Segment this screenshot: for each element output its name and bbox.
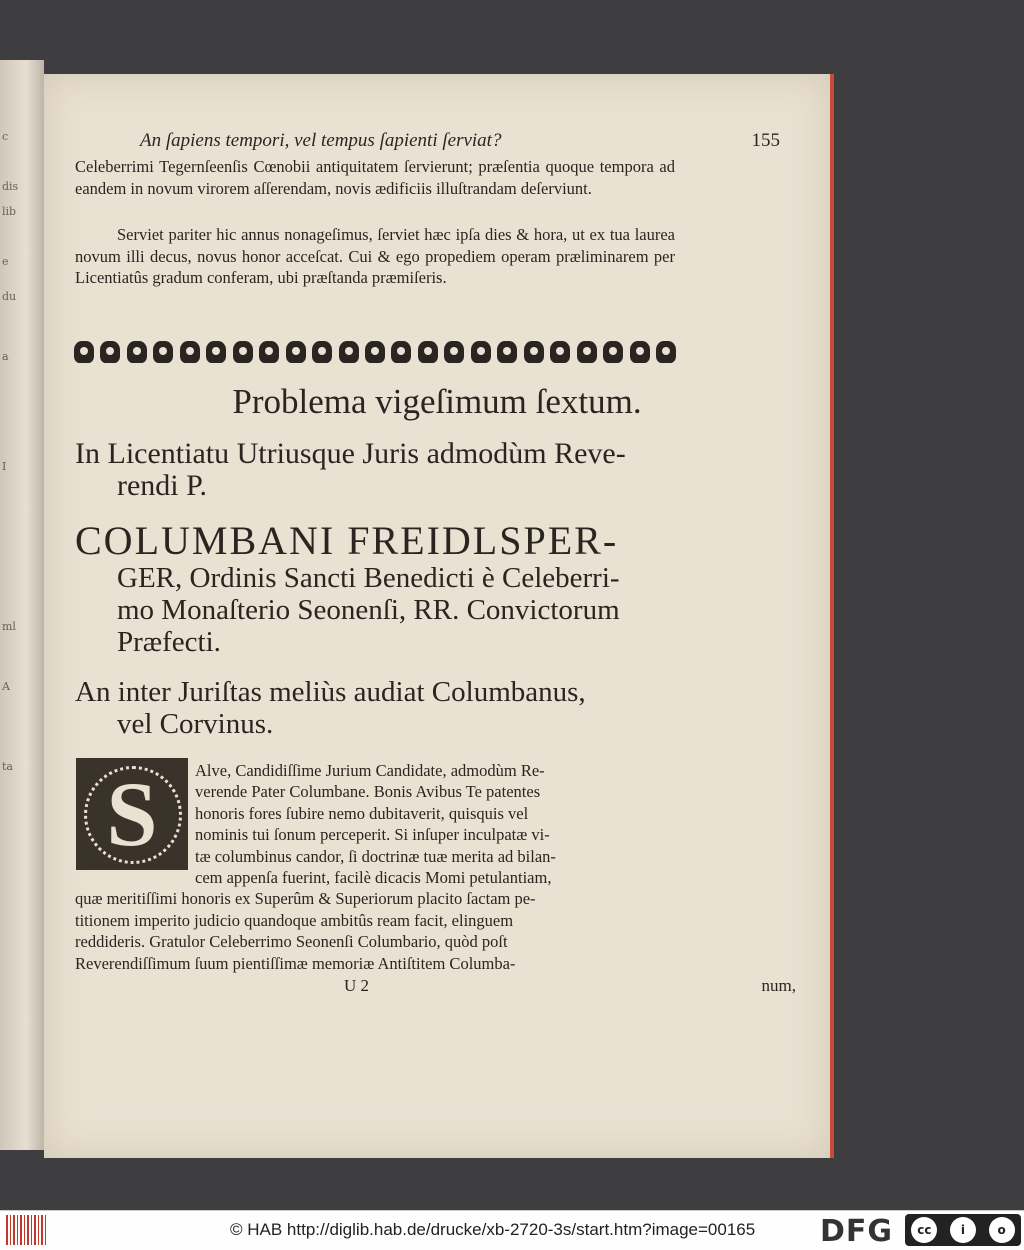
text-line: nominis tui ſonum perceperit. Si inſuper inculpatæ vi- [195,825,550,845]
decorated-initial [76,758,188,870]
catchword: num, [761,976,796,995]
running-head-text: An ſapiens tempori, vel tempus ſapienti ſerviat? [140,130,502,151]
subtitle [75,438,675,502]
name-block [75,520,685,658]
text-line: Alve, Candidiſſime Jurium Candidate, admodùm Re- [195,761,545,780]
text-line: Reverendiſſimum ſuum pientiſſimæ memoriæ Antiſtitem Columba- [75,953,516,973]
name-line: mo Monaſterio Seonenſi, RR. Convictorum [117,594,620,626]
name-line: COLUMBANI FREIDLSPER- [75,518,619,563]
question-line: vel Corvinus. [117,708,274,740]
text-line: cem appenſa fuerint, facilè dicacis Momi petulantiam, [195,868,552,888]
paragraph-2: Serviet pariter hic annus nonageſimus, ſerviet hæc ipſa dies & hora, ut ex tua laurea novum illi decus, novus honor acceſcat. Cui & ego propediem operam præliminarem per Licentiatûs gradum conferam, ubi præſtanda præmiſeris. [75,225,675,287]
margin-fragment: c [2,130,9,143]
margin-fragment: e [2,255,9,268]
text-line: verende Pater Columbane. Bonis Avibus Te patentes [195,782,541,802]
running-head [140,130,780,152]
sa-icon: o [989,1217,1015,1243]
dfg-logo[interactable]: DFG [820,1214,894,1249]
book-page [44,74,834,1158]
text-line: quæ meritiſſimi honoris ex Superûm & Superiorum placito ſactam pe- [75,889,536,909]
text-line: honoris fores ſubire nemo dubitaverit, quisquis vel [195,803,529,823]
page-number: 155 [751,130,780,151]
subtitle-line: In Licentiatu Utriusque Juris admodùm Reve- [75,437,626,470]
cc-license-badge[interactable] [905,1214,1021,1246]
name-line: Præfecti. [117,626,221,658]
text-line: tæ columbinus candor, ſi doctrinæ tuæ merita ad bilan- [195,846,556,866]
margin-fragment: a [2,350,9,363]
margin-fragment: A [2,680,10,693]
margin-fragment: I [2,460,7,473]
subtitle-line: rendi P. [117,469,207,502]
margin-fragment: dis [2,180,19,193]
viewer-footer [0,1210,1024,1250]
margin-fragment: ml [2,620,16,633]
question-line: An inter Juriſtas meliùs audiat Columbanus, [75,676,586,708]
paragraph-1: Celeberrimi Tegernſeenſis Cœnobii antiquitatem ſervierunt; præſentia quoque tempora ad eandem in novum virorem aſſerendam, novis ædificiis illuſtrandam deſerviunt. [75,157,675,198]
copyright-link[interactable]: © HAB http://diglib.hab.de/drucke/xb-2720-3s/start.htm?image=00165 [230,1220,756,1239]
initial-letter: S [106,763,158,865]
name-line: GER, Ordinis Sancti Benedicti è Celeberri- [117,562,620,594]
adjacent-page-edge [0,60,44,1150]
margin-fragment: lib [2,205,17,218]
barcode-icon[interactable] [6,1215,46,1245]
ornament-band [74,336,676,368]
text-line: reddideris. Gratulor Celeberrimo Seonenſi Columbario, quòd poſt [75,932,508,952]
text-line: titionem imperito judicio quandoque ambitûs ream facit, elinguem [75,910,514,930]
cc-icon: cc [911,1217,937,1243]
margin-fragment: du [2,290,17,303]
question [75,676,675,740]
by-icon: i [950,1217,976,1243]
signature-mark: U 2 [344,976,370,995]
margin-fragment: ta [2,760,13,773]
problem-title: Problema vigeſimum ſextum. [232,382,642,421]
